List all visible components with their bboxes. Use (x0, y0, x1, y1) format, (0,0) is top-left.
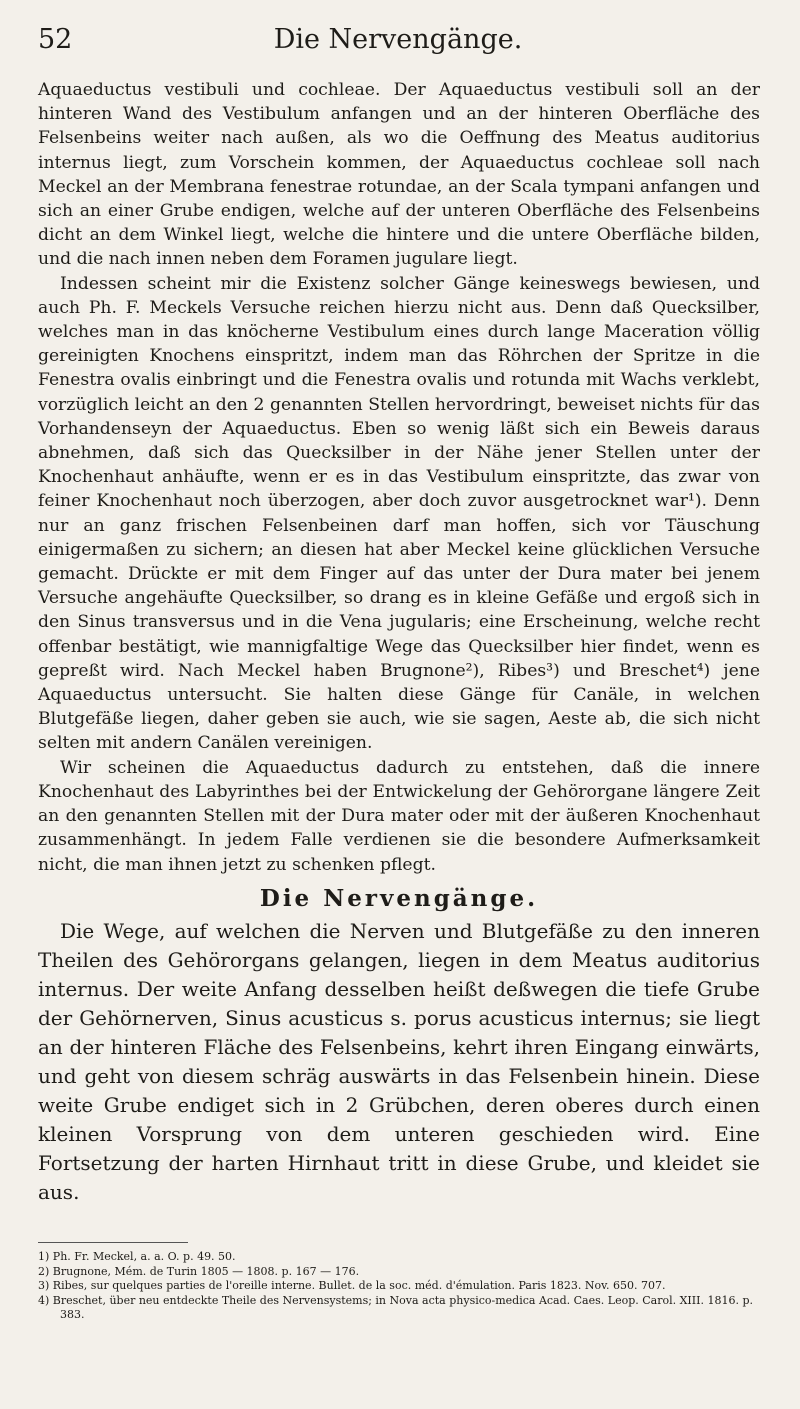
footnote: 1) Ph. Fr. Meckel, a. a. O. p. 49. 50. (38, 1250, 236, 1263)
page-header (38, 24, 758, 64)
footnote: 2) Brugnone, Mém. de Turin 1805 — 1808. p. 167 — 176. (38, 1264, 360, 1278)
footnote-rule (38, 1242, 188, 1243)
page-body (38, 78, 760, 1207)
footnotes (38, 1250, 760, 1323)
running-head: Die Nervengänge. (273, 24, 523, 55)
paragraph-indessen: Indessen scheint mir die Existenz solcher Gänge keineswegs bewiesen, und auch Ph. F. Meckels Versuche reichen hierzu nicht aus. Denn daß Quecksilber, welches man in das knöcherne Vestibulum eines durch lange Maceration völlig gereinigten Knochens einspritzt, indem man das Röhrchen der Spritze in die Fenestra ovalis einbringt und die Fenestra ovalis und rotunda mit Wachs verklebt, vorzüglich leicht an den 2 genannten Stellen hervordringt, beweiset nichts für das Vorhandenseyn der Aquaeductus. Eben so wenig läßt sich ein Beweis daraus abnehmen, daß sich das Quecksilber in der Nähe jener Stellen unter der Knochenhaut anhäufte, wenn er es in das Vestibulum einspritzte, das zwar von feiner Knochenhaut noch überzogen, aber doch zuvor ausgetrocknet war¹). Denn nur an ganz frischen Felsenbeinen darf man hoffen, sich vor Täuschung einigermaßen zu sichern; an diesen hat aber Meckel keine glücklichen Versuche gemacht. Drückte er mit dem Finger auf das unter der Dura mater bei jenem Versuche angehäufte Quecksilber, so drang es in kleine Gefäße und ergoß sich in den Sinus transversus und in die Vena jugularis; eine Erscheinung, welche recht offenbar bestätigt, wie mannigfaltige Wege das Quecksilber hier findet, wenn es gepreßt wird. Nach Meckel haben Brugnone²), Ribes³) und Breschet⁴) jene Aquaeductus untersucht. Sie halten diese Gänge für Canäle, in welchen Blutgefäße liegen, daher geben sie auch, wie sie sagen, Aeste ab, die sich nicht selten mit andern Canälen vereinigen. (38, 273, 760, 754)
footnote: 3) Ribes, sur quelques parties de l'oreille interne. Bullet. de la soc. méd. d'émulation. Paris 1823. Nov. 650. 707. (38, 1279, 666, 1292)
page-number: 52 (38, 24, 73, 55)
paragraph-wir: Wir scheinen die Aquaeductus dadurch zu entstehen, daß die innere Knochenhaut des Labyrinthes bei der Entwickelung der Gehörorgane längere Zeit an den genannten Stellen mit der Dura mater oder mit der äußeren Knochenhaut zusammenhängt. In jedem Falle verdienen sie die besondere Aufmerksamkeit nicht, die man ihnen jetzt zu schenken pflegt. (38, 757, 760, 875)
section-title: Die Nervengänge. (259, 884, 539, 912)
paragraph-aquaeductus: Aquaeductus vestibuli und cochleae. Der Aquaeductus vestibuli soll an der hinteren Wand des Vestibulum anfangen und an der hinteren Oberfläche des Felsenbeins weiter nach außen, als wo die Oeffnung des Meatus auditorius internus liegt, zum Vorschein kommen, der Aquaeductus cochleae soll nach Meckel an der Membrana fenestrae rotundae, an der Scala tympani anfangen und sich an einer Grube endigen, welche auf der unteren Oberfläche des Felsenbeins dicht an dem Winkel liegt, welche die hintere und die untere Oberfläche bilden, und die nach innen neben dem Foramen jugulare liegt. (38, 80, 760, 270)
footnote: 4) Breschet, über neu entdeckte Theile des Nervensystems; in Nova acta physico-medica Acad. Caes. Leop. Carol. XIII. 1816. p. 383. (38, 1293, 753, 1321)
section-paragraph: Die Wege, auf welchen die Nerven und Blutgefäße zu den inneren Theilen des Gehörorgans gelangen, liegen in dem Meatus auditorius internus. Der weite Anfang desselben heißt deßwegen die tiefe Grube der Gehörnerven, Sinus acusticus s. porus acusticus internus; sie liegt an der hinteren Fläche des Felsenbeins, kehrt ihren Eingang einwärts, und geht von diesem schräg auswärts in das Felsenbein hinein. Diese weite Grube endiget sich in 2 Grübchen, deren oberes durch einen kleinen Vorsprung von dem unteren geschieden wird. Eine Fortsetzung der harten Hirnhaut tritt in diese Grube, und kleidet sie aus. (38, 918, 760, 1204)
